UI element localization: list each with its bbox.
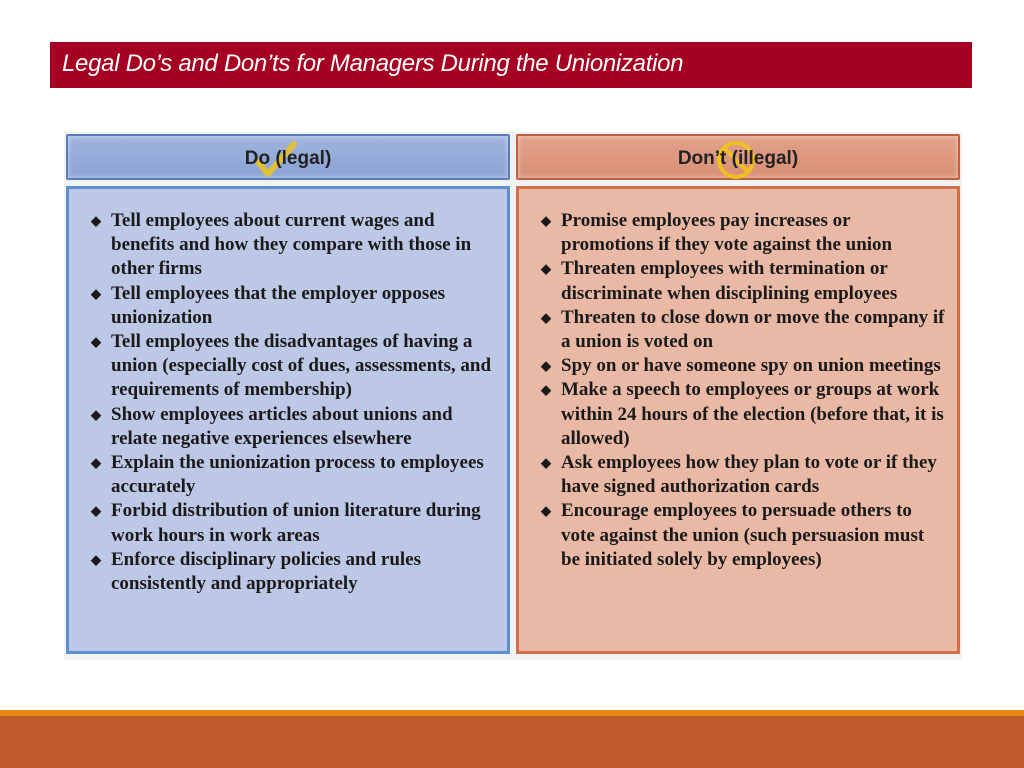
dont-column-header	[516, 134, 960, 180]
dont-list-item	[541, 209, 947, 257]
dont-list-item	[541, 499, 947, 572]
dont-list-item	[541, 378, 947, 451]
diamond-bullet-icon: ◆	[541, 261, 551, 277]
dont-item-text: Threaten employees with termination or discriminate when disciplining employees	[561, 258, 898, 304]
do-list-item	[91, 451, 497, 499]
dos-and-donts-table	[64, 132, 962, 660]
footer-bar	[0, 716, 1024, 768]
dont-list-item	[541, 354, 947, 378]
dont-list-item	[541, 306, 947, 354]
do-column-header	[66, 134, 510, 180]
dont-item-text: Promise employees pay increases or promotions if they vote against the union	[561, 210, 893, 256]
slide-title-bar	[50, 42, 972, 88]
do-list-item	[91, 282, 497, 330]
do-column-body	[66, 186, 510, 654]
do-list	[69, 189, 507, 596]
diamond-bullet-icon: ◆	[541, 455, 551, 471]
slide-title: Legal Do’s and Don’ts for Managers During the Unionization	[62, 50, 684, 77]
dont-list	[519, 189, 957, 572]
diamond-bullet-icon: ◆	[91, 551, 101, 567]
do-item-text: Tell employees that the employer opposes unionization	[111, 282, 446, 328]
dont-item-text: Make a speech to employees or groups at work within 24 hours of the election (before that, it is allowed)	[561, 379, 944, 449]
diamond-bullet-icon: ◆	[91, 455, 101, 471]
do-column-title: Do (legal)	[244, 148, 332, 169]
do-list-item	[91, 209, 497, 282]
dont-column-title: Don’t (illegal)	[677, 148, 799, 169]
diamond-bullet-icon: ◆	[91, 406, 101, 422]
do-item-text: Forbid distribution of union literature during work hours in work areas	[111, 500, 481, 546]
diamond-bullet-icon: ◆	[541, 213, 551, 228]
diamond-bullet-icon: ◆	[91, 503, 101, 519]
diamond-bullet-icon: ◆	[541, 382, 551, 398]
diamond-bullet-icon: ◆	[91, 213, 101, 228]
diamond-bullet-icon: ◆	[541, 503, 551, 519]
do-list-item	[91, 548, 497, 596]
diamond-bullet-icon: ◆	[541, 309, 551, 325]
do-item-text: Tell employees about current wages and benefits and how they compare with those in other firms	[111, 210, 472, 280]
diamond-bullet-icon: ◆	[91, 285, 101, 301]
diamond-bullet-icon: ◆	[541, 358, 551, 374]
dont-column-body	[516, 186, 960, 654]
do-item-text: Enforce disciplinary policies and rules consistently and appropriately	[111, 548, 422, 595]
do-list-item	[91, 499, 497, 547]
do-item-text: Show employees articles about unions and relate negative experiences elsewhere	[111, 403, 453, 449]
do-item-text: Tell employees the disadvantages of having a union (especially cost of dues, assessments, and requirements of membership)	[111, 331, 492, 401]
dont-item-text: Threaten to close down or move the company if a union is voted on	[561, 306, 945, 353]
dont-list-item	[541, 257, 947, 305]
do-list-item	[91, 330, 497, 403]
dont-item-text: Ask employees how they plan to vote or if they have signed authorization cards	[561, 452, 937, 498]
diamond-bullet-icon: ◆	[91, 334, 101, 350]
dont-item-text: Encourage employees to persuade others to vote against the union (such persuasion must be initiated solely by employees)	[561, 500, 925, 570]
do-item-text: Explain the unionization process to employees accurately	[111, 452, 484, 498]
dont-list-item	[541, 451, 947, 499]
dont-item-text: Spy on or have someone spy on union meetings	[561, 355, 941, 377]
do-list-item	[91, 403, 497, 451]
